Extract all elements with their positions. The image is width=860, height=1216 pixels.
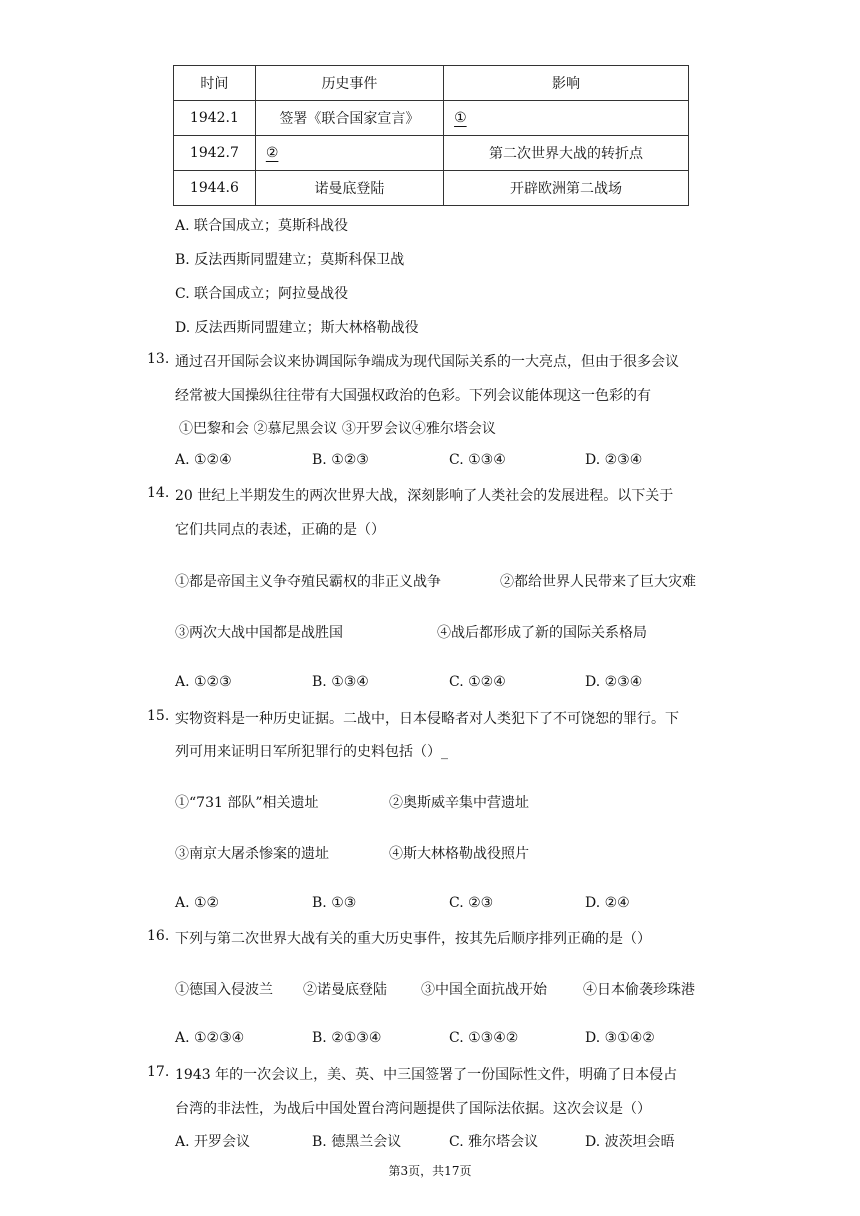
question-15-number: 15.: [147, 708, 170, 724]
page-footer: 第3页，共17页: [388, 1164, 472, 1178]
table-header-row: [174, 66, 689, 101]
q12-option-a: A. 联合国成立；莫斯科战役: [175, 218, 349, 234]
table-cell: 诺曼底登陆: [255, 171, 443, 206]
table-header-cell: 影响: [444, 66, 689, 101]
question-16-item-1: ①德国入侵波兰: [175, 982, 273, 998]
question-13-text: 经常被大国操纵往往带有大国强权政治的色彩。下列会议能体现这一色彩的有: [175, 388, 651, 404]
question-14-option-d: D. ②③④: [585, 674, 643, 690]
question-14-item-3: ③两次大战中国都是战胜国: [175, 625, 343, 641]
question-15-item-2: ②奥斯威辛集中营遗址: [389, 795, 529, 811]
table-cell: 签署《联合国家宣言》: [255, 101, 443, 136]
question-17-option-c: C. 雅尔塔会议: [449, 1134, 539, 1150]
question-15-option-d: D. ②④: [585, 895, 630, 911]
table-row: [174, 171, 689, 206]
question-13-number: 13.: [147, 351, 170, 367]
question-14-item-4: ④战后都形成了新的国际关系格局: [437, 625, 647, 641]
question-17-option-d: D. 波茨坦会晤: [585, 1134, 675, 1150]
question-15-option-c: C. ②③: [449, 895, 494, 911]
question-15-item-4: ④斯大林格勒战役照片: [389, 846, 529, 862]
question-14-option-a: A. ①②③: [175, 674, 232, 690]
question-16-item-4: ④日本偷袭珍珠港: [583, 982, 695, 998]
question-16-number: 16.: [147, 928, 170, 944]
question-14-text: 它们共同点的表述，正确的是（）: [175, 522, 385, 538]
question-14-option-b: B. ①③④: [312, 674, 369, 690]
question-14-number: 14.: [147, 485, 170, 501]
question-13-option-d: D. ②③④: [585, 452, 643, 468]
question-17-text: 台湾的非法性，为战后中国处置台湾问题提供了国际法依据。这次会议是（）: [175, 1101, 651, 1117]
question-16-text: 下列与第二次世界大战有关的重大历史事件，按其先后顺序排列正确的是（）: [175, 931, 651, 947]
blank-one: ①: [454, 110, 467, 126]
q12-option-d: D. 反法西斯同盟建立；斯大林格勒战役: [175, 320, 419, 336]
question-13-option-b: B. ①②③: [312, 452, 369, 468]
table-cell: 开辟欧洲第二战场: [444, 171, 689, 206]
question-13-option-a: A. ①②④: [175, 452, 232, 468]
question-17-text: 1943 年的一次会议上，美、英、中三国签署了一份国际性文件，明确了日本侵占: [175, 1067, 678, 1083]
table-cell: 1942.1: [174, 101, 256, 136]
question-15-text: 列可用来证明日军所犯罪行的史料包括（）_: [175, 744, 448, 760]
table-cell: 1944.6: [174, 171, 256, 206]
question-15-item-3: ③南京大屠杀惨案的遗址: [175, 846, 329, 862]
question-15-option-a: A. ①②: [175, 895, 220, 911]
question-16-option-d: D. ③①④②: [585, 1030, 655, 1046]
history-events-table: [173, 65, 689, 206]
table-row: [174, 136, 689, 171]
question-16-item-3: ③中国全面抗战开始: [421, 982, 547, 998]
question-17-option-b: B. 德黑兰会议: [312, 1134, 402, 1150]
table-cell: 第二次世界大战的转折点: [444, 136, 689, 171]
question-14-text: 20 世纪上半期发生的两次世界大战，深刻影响了人类社会的发展进程。以下关于: [175, 488, 674, 504]
question-15-text: 实物资料是一种历史证据。二战中，日本侵略者对人类犯下了不可饶恕的罪行。下: [175, 711, 679, 727]
table-header-cell: 时间: [174, 66, 256, 101]
question-13-text: 通过召开国际会议来协调国际争端成为现代国际关系的一大亮点，但由于很多会议: [175, 354, 679, 370]
question-14-item-1: ①都是帝国主义争夺殖民霸权的非正义战争: [175, 574, 441, 590]
q12-option-c: C. 联合国成立；阿拉曼战役: [175, 286, 349, 302]
question-16-option-b: B. ②①③④: [312, 1030, 382, 1046]
question-14-item-2: ②都给世界人民带来了巨大灾难: [500, 574, 696, 590]
question-15-item-1: ①“731 部队”相关遗址: [175, 795, 319, 811]
table-row: [174, 101, 689, 136]
question-14-option-c: C. ①②④: [449, 674, 506, 690]
question-13-items: ①巴黎和会 ②慕尼黑会议 ③开罗会议④雅尔塔会议: [179, 421, 496, 437]
question-15-option-b: B. ①③: [312, 895, 357, 911]
question-17-option-a: A. 开罗会议: [175, 1134, 251, 1150]
question-17-number: 17.: [147, 1064, 170, 1080]
question-16-option-c: C. ①③④②: [449, 1030, 519, 1046]
table-cell: 1942.7: [174, 136, 256, 171]
question-16-item-2: ②诺曼底登陆: [303, 982, 387, 998]
table-header-cell: 历史事件: [255, 66, 443, 101]
question-16-option-a: A. ①②③④: [175, 1030, 245, 1046]
q12-option-b: B. 反法西斯同盟建立；莫斯科保卫战: [175, 252, 405, 268]
blank-two: ②: [265, 145, 279, 161]
table-cell: [444, 101, 689, 136]
table-cell: [255, 136, 443, 171]
question-13-option-c: C. ①③④: [449, 452, 506, 468]
